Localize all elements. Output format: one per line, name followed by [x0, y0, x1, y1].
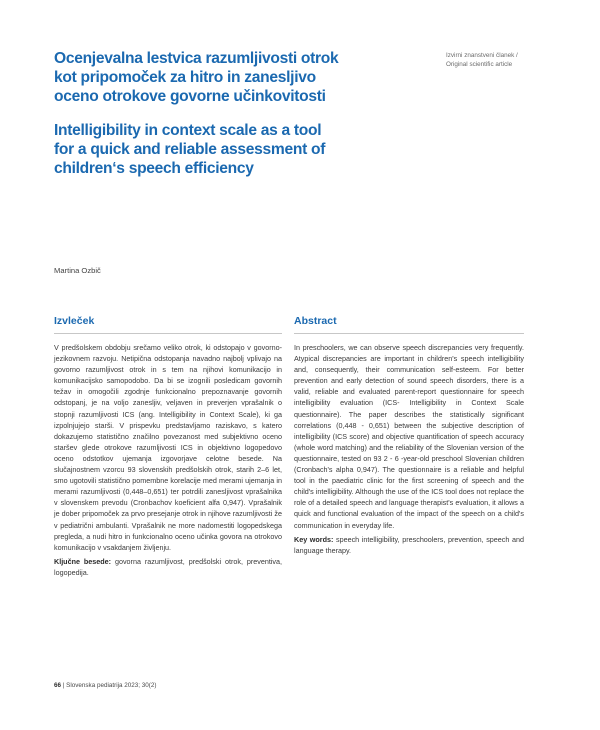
author-name: Martina Ozbič — [54, 266, 101, 275]
article-type-label — [446, 51, 566, 69]
title-sl-line: Ocenjevalna lestvica razumljivosti otrok — [54, 50, 339, 67]
abstract-en-heading: Abstract — [294, 315, 337, 327]
page-footer — [54, 682, 156, 689]
keywords-en-value: speech intelligibility, preschoolers, prevention, speech and language therapy. — [294, 534, 524, 555]
abstract-en-text: In preschoolers, we can observe speech discrepancies very frequently. Atypical discrepancies are important in children's speech intelligibility and, consequently, their communication self-esteem. For better prevention and early detection of sound speech disorders, there is a valid, reliable and evaluated parent-report questionnaire for speech intelligibility evaluation (ICS- Intelligibility in Context Scale questionnaire). The paper describes the statistically significant correlations (0,448 - 0,651) between the subjective description of intelligibility (ICS score) and objective quantification of speech accuracy (whole word matching) and the reliability of the Slovenian version of the questionnaire, tested on 93 2 - 6 -year-old preschool Slovenian children (Cronbach's alpha 0,947). The questionnaire is a reliable and helpful tool in the paediatric clinic for the first screening of speech and the child's intelligibility. Although the use of the ICS tool does not replace the role of a detailed speech and language therapist's evaluation, it allows a quick and functional evaluation of the impact of the speech on a child's communication in everyday life. — [294, 343, 524, 530]
abstract-sl-body — [54, 342, 282, 578]
abstract-en-body — [294, 342, 524, 556]
title-en-line: children‘s speech efficiency — [54, 160, 254, 177]
title-sl-line: oceno otrokove govorne učinkovitosti — [54, 88, 326, 105]
title-english — [54, 121, 414, 178]
keywords-sl-value: govorna razumljivost, predšolski otrok, preventiva, logopedija. — [54, 556, 283, 577]
footer-separator: | — [62, 682, 65, 689]
abstract-sl-heading: Izvleček — [54, 315, 95, 327]
abstract-en-divider — [294, 333, 524, 334]
keywords-en-label: Key words: — [294, 534, 334, 544]
abstract-sl-divider — [54, 333, 282, 334]
article-type-line-en: Original scientific article — [446, 61, 513, 68]
page-number: 66 — [54, 682, 62, 689]
keywords-sl-label: Ključne besede: — [54, 556, 112, 566]
title-en-line: Intelligibility in context scale as a tool — [54, 122, 322, 139]
journal-citation: Slovenska pediatrija 2023; 30(2) — [66, 682, 157, 689]
abstract-sl-text: V predšolskem obdobju srečamo veliko otrok, ki odstopajo v govorno-jezikovnem razvoju. Netipična odstopanja navadno najbolj vplivajo na govorno razumljivost otrok in s tem na njihovi komunikacijo in komunikacijsko samopodobo. Da bi se izognili posledicam govornih težav in omogočili zgodnje funkcionalno prepoznavanje govornih odstopanj, je na voljo zanesljiv, veljaven in preverjen vprašalnik o stopnji razumljivosti ICS (ang. Intelligibility in Context Scale), ki ga izpolnjujejo starši. V prispevku predstavljamo raziskavo, s katero dokazujemo statistično značilno povezanost med subjektivno oceno staršev glede otrokove razumljivosti ICS in objektivno logopedovo oceno odstotkov ujemanja izgovorjave celotne besede. Na slučajnostnem vzorcu 93 slovenskih predšolskih otrok, starih 2–6 let, smo ugotovili statistično pomembne korelacije med merami ujemanja in merami razumljivosti (0,448–0,651) ter potrdili zanesljivost vprašalnika v slovenskem prevodu (Cronbachov koeficient alfa 0,947). Vprašalnik je dober pripomoček za prvo presejanje otrok in njihove razumljivosti že v pediatrični ambulanti. Vprašalnik ne more nadomestiti logopedskega pregleda, a nudi hitro in funkcionalno oceno učinka govora na otrokovo komunikacijo v vsakdanjem življenju. — [54, 343, 282, 552]
abstract-sl-keywords — [54, 556, 282, 578]
abstract-en-keywords — [294, 534, 524, 556]
title-slovenian — [54, 49, 414, 106]
title-en-line: for a quick and reliable assessment of — [54, 141, 326, 158]
article-type-line-sl: Izvirni znanstveni članek / — [446, 52, 518, 59]
title-sl-line: kot pripomoček za hitro in zanesljivo — [54, 69, 316, 86]
